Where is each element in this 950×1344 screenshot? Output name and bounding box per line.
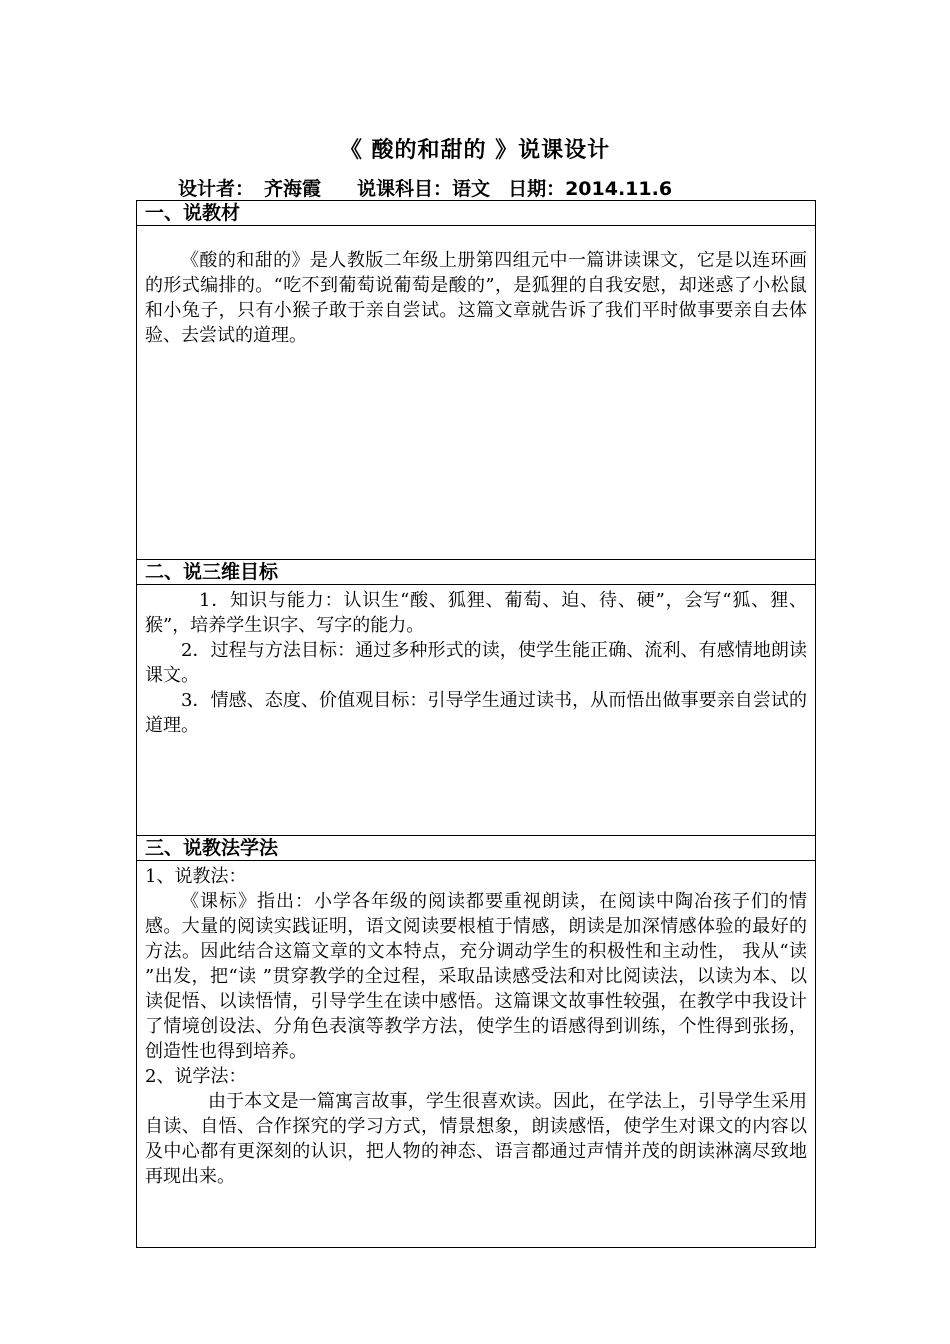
designer-label: 设计者： [178,178,255,200]
lesson-table [136,200,816,1248]
teaching-method-text: 《课标》指出：小学各年级的阅读都要重视朗读，在阅读中陶冶孩子们的情感。大量的阅读实践证明，语文阅读要根植于情感，朗读是加深情感体验的最好的方法。因此结合这篇文章的文本特点，充分调动学生的积极性和主动性， 我从“读 ”出发，把“读 ”贯穿教学的全过程，采取品读感受法和对比阅读法，以读为本、以读促悟、以读悟情，引导学生在读中感悟。这篇课文故事性较强，在教学中我设计了情境创设法、分角色表演等教学方法，使学生的语感得到训练，个性得到张扬，创造性也得到培养。 [145,891,807,1062]
designer-name: 齐海霞 [264,178,322,200]
section3-header: 三、说教法学法 [137,836,816,861]
goal-item-1: 1．知识与能力：认识生“酸、狐狸、葡萄、迫、待、硬”，会写“狐、狸、猴”，培养学生识字、写字的能力。 [145,590,807,636]
teaching-method-title: 1、说教法： [145,866,247,887]
section2-body [137,585,816,836]
goal-item-2: 2．过程与方法目标：通过多种形式的读，使学生能正确、流利、有感情地朗读课文。 [145,640,807,686]
subject-label: 说课科目： [357,178,453,200]
subject-value: 语文 [452,178,491,200]
section2-header: 二、说三维目标 [137,560,816,585]
learning-method-title: 2、说学法： [145,1066,247,1087]
section3-body [137,861,816,1248]
date-value: 2014.11.6 [565,178,673,200]
date-label: 日期： [508,178,566,200]
goal-item-3: 3．情感、态度、价值观目标：引导学生通过读书，从而悟出做事要亲自尝试的道理。 [145,690,807,736]
document-meta [178,174,672,201]
document-title: 《 酸的和甜的 》说课设计 [339,138,611,163]
section1-header: 一、说教材 [137,201,816,226]
section1-paragraph: 《酸的和甜的》是人教版二年级上册第四组元中一篇讲读课文，它是以连环画的形式编排的。“吃不到葡萄说葡萄是酸的”，是狐狸的自我安慰，却迷惑了小松鼠和小兔子，只有小猴子敢于亲自尝试。这篇文章就告诉了我们平时做事要亲自去体验、去尝试的道理。 [145,250,807,346]
section1-body [137,226,816,560]
learning-method-text: 由于本文是一篇寓言故事，学生很喜欢读。因此，在学法上，引导学生采用自读、自悟、合作探究的学习方式，情景想象，朗读感悟，使学生对课文的内容以及中心都有更深刻的认识，把人物的神态、语言都通过声情并茂的朗读淋漓尽致地再现出来。 [145,1091,807,1187]
